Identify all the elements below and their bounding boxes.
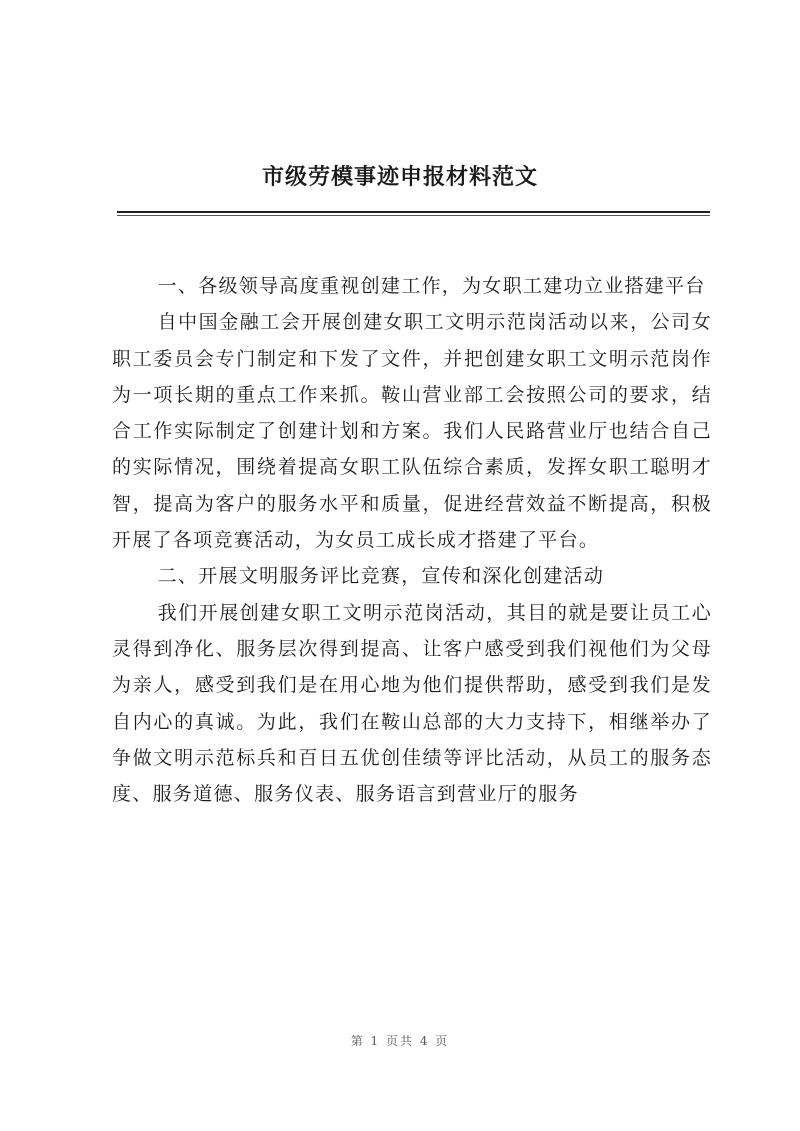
title-divider-thin — [117, 215, 710, 216]
document-body — [112, 268, 712, 812]
body-paragraph-1: 自中国金融工会开展创建女职工文明示范岗活动以来，公司女职工委员会专门制定和下发了文件，并把创建女职工文明示范岗作为一项长期的重点工作来抓。鞍山营业部工会按照公司的要求，结合工作实际制定了创建计划和方案。我们人民路营业厅也结合自己的实际情况，围绕着提高女职工队伍综合素质，发挥女职工聪明才智，提高为客户的服务水平和质量，促进经营效益不断提高，积极开展了各项竞赛活动，为女员工成长成才搭建了平台。 — [112, 311, 712, 552]
page-number-footer: 第 1 页共 4 页 — [350, 1034, 450, 1048]
document-title: 市级劳模事迹申报材料范文 — [261, 164, 538, 190]
title-divider — [117, 211, 710, 213]
section-heading-1: 一、各级领导高度重视创建工作，为女职工建功立业搭建平台 — [157, 275, 706, 297]
body-paragraph-2: 我们开展创建女职工文明示范岗活动，其目的就是要让员工心灵得到净化、服务层次得到提高、让客户感受到我们视他们为父母为亲人，感受到我们是在用心地为他们提供帮助，感受到我们是发自内心的真诚。为此，我们在鞍山总部的大力支持下，相继举办了争做文明示范标兵和百日五优创佳绩等评比活动，从员工的服务态度、服务道德、服务仪表、服务语言到营业厅的服务 — [112, 601, 712, 806]
section-heading-2: 二、开展文明服务评比竞赛，宣传和深化创建活动 — [157, 565, 605, 588]
